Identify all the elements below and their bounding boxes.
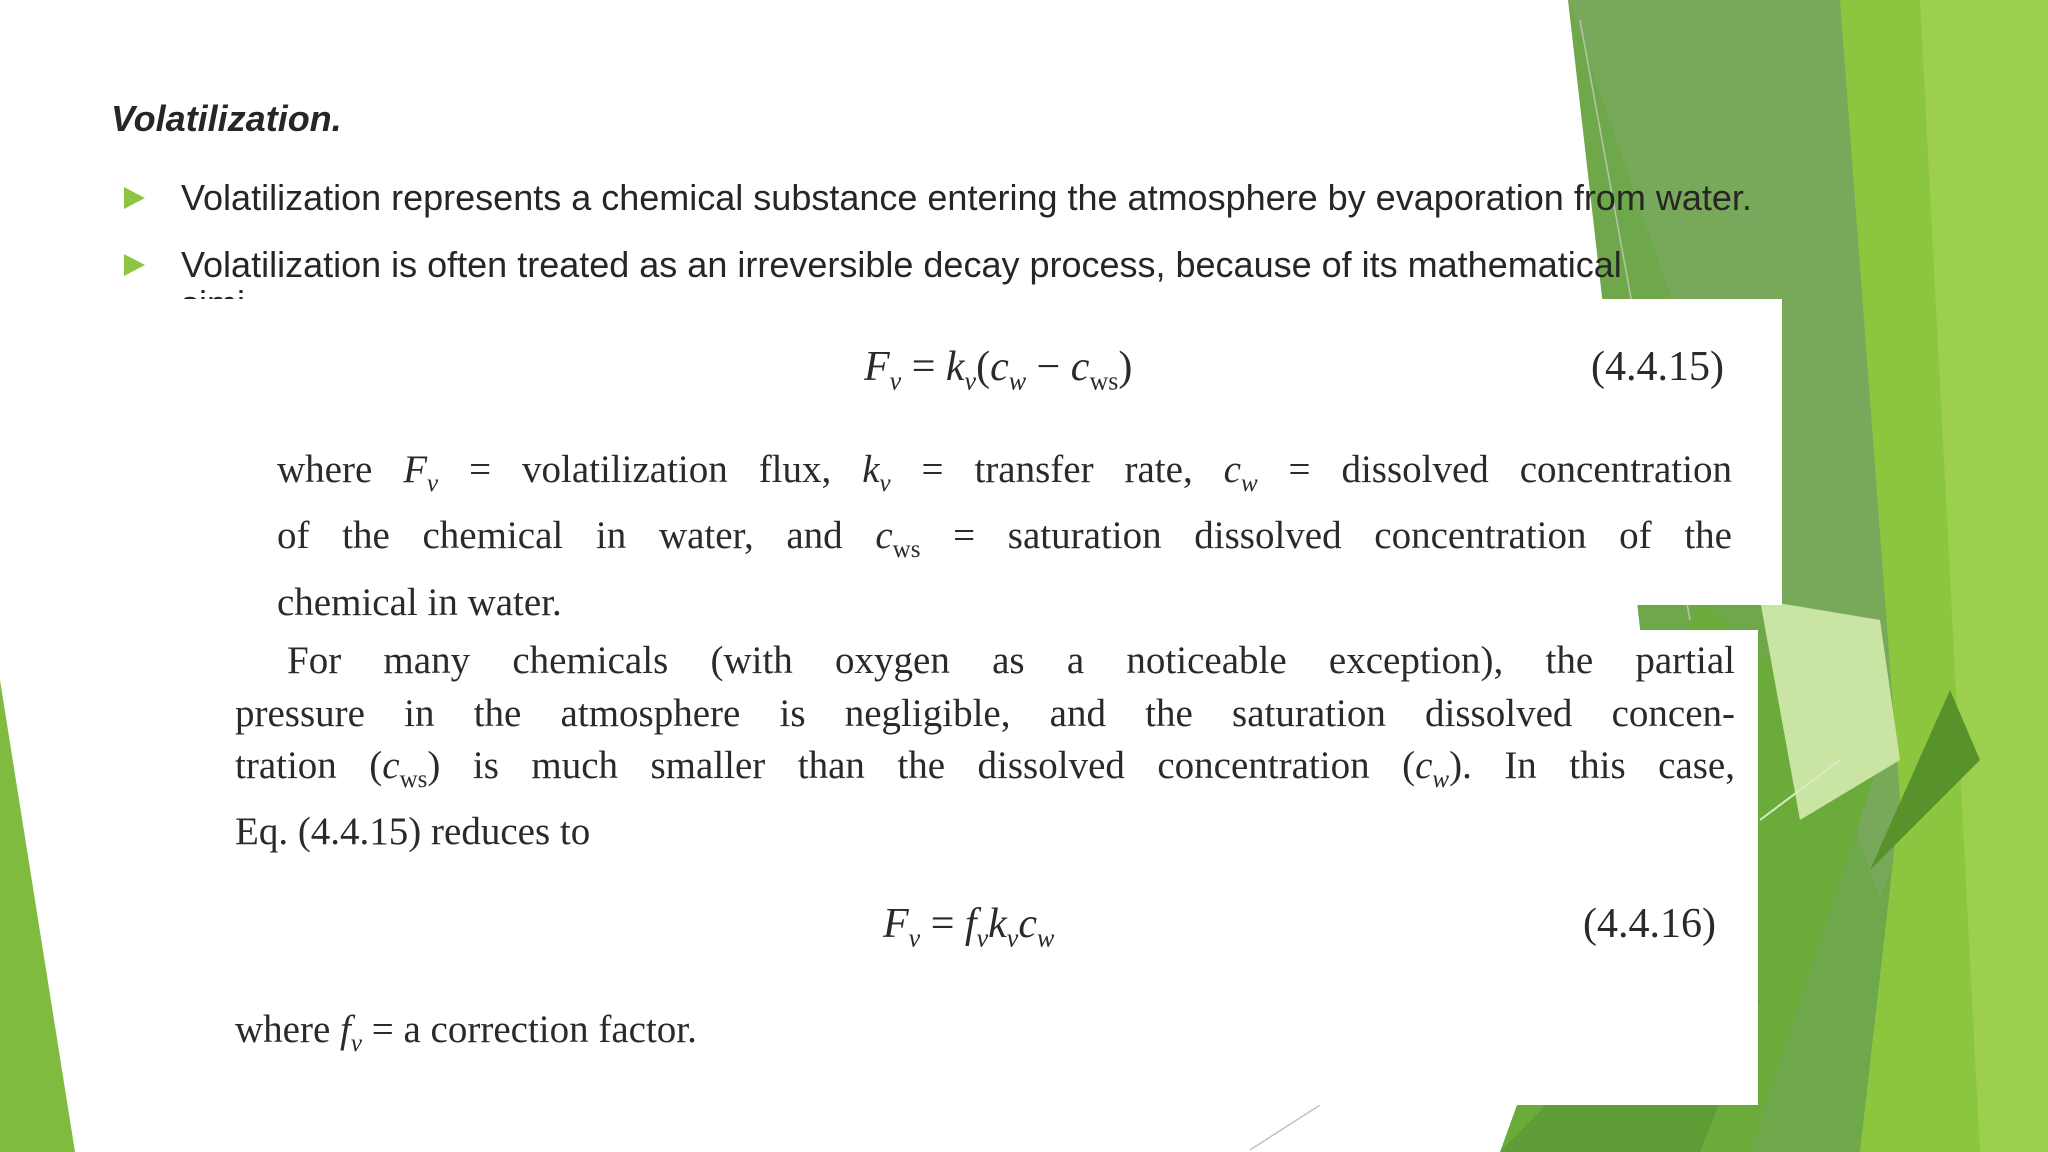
equation-4-4-16: $F_v = f_vk_vc_w$	[883, 901, 1055, 953]
triangle-bullet-icon	[124, 254, 145, 276]
text-line: tration $(c_{ws})$ is much smaller than the dissolved concentration $(c_w)$. In this case,	[235, 744, 1735, 793]
slide-title: Volatilization.	[111, 98, 342, 139]
text-line: of the chemical in water, and $c_{ws}$ = saturation dissolved concentration of the	[277, 514, 1732, 564]
decorative-shapes-left	[0, 680, 75, 1152]
text-line: chemical in water.	[277, 580, 562, 624]
textbook-excerpt-top	[181, 299, 1782, 624]
triangle-bullet-icon	[124, 187, 145, 209]
text-line: Eq. (4.4.15) reduces to	[235, 810, 591, 854]
equation-number: (4.4.15)	[1591, 344, 1724, 390]
definition-paragraph	[277, 444, 1732, 629]
text-line: For many chemicals (with oxygen as a noticeable exception), the partial	[287, 639, 1735, 682]
text-line: where $F_v$ = volatilization flux, $k_v$ = transfer rate, $c_w$ = dissolved concentration	[277, 448, 1732, 497]
bullet-text: Volatilization represents a chemical substance entering the atmosphere by evaporation from water.	[181, 177, 1752, 218]
equation-number: (4.4.16)	[1583, 901, 1716, 947]
equation-4-4-15: $F_v = k_v(c_w - c_{ws})$	[864, 344, 1133, 396]
footer-definition	[235, 1004, 1435, 1070]
text-line: where $f_v = a$ correction factor.	[235, 1008, 697, 1057]
textbook-excerpt-bottom	[181, 630, 1758, 1105]
explanation-paragraph	[235, 635, 1735, 859]
bullet-text: Volatilization is often treated as an irreversible decay process, because of its mathematical	[181, 244, 1622, 285]
text-line: pressure in the atmosphere is negligible, and the saturation dissolved concen-	[235, 691, 1735, 735]
